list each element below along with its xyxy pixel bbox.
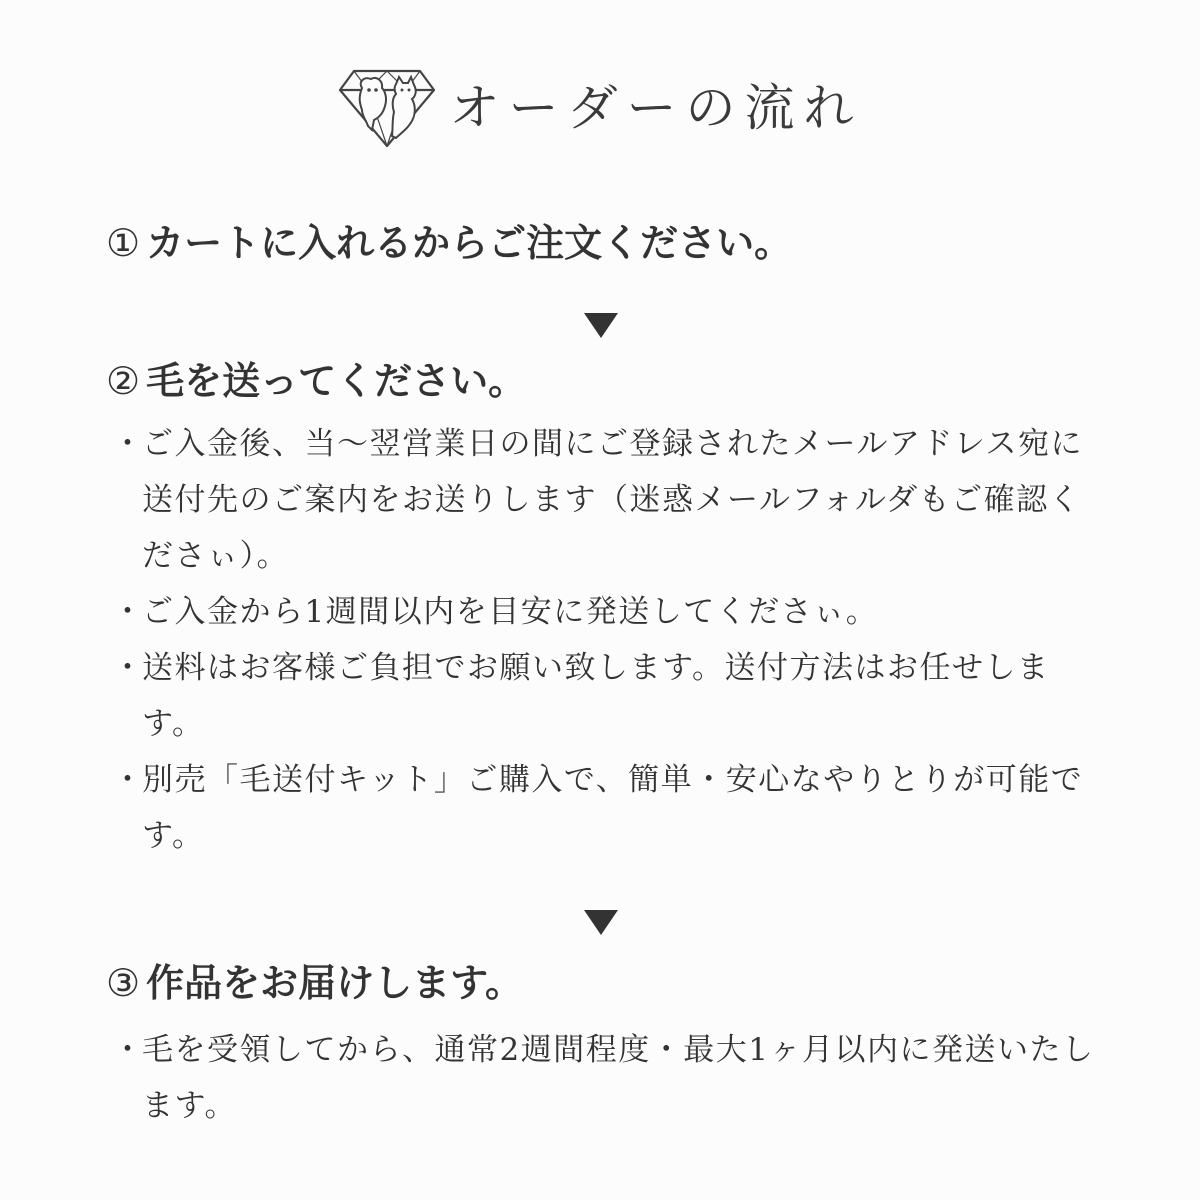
step-2-heading: [106, 358, 527, 403]
bullet-mark: ・: [112, 1032, 145, 1068]
step-3-heading: [106, 960, 524, 1005]
list-item-text: ご入金から1週間以内を目安に発送してくださぃ。: [142, 594, 879, 630]
list-item-text: 送料はお客様ご負担でお願い致します。送付方法はお任せします。: [142, 650, 1050, 742]
bullet-mark: ・: [112, 426, 145, 462]
step-number: ①: [106, 221, 141, 265]
step-title: カートに入れるからご注文ください。: [146, 220, 793, 265]
list-item-text: 別売「毛送付キット」ご購入で、簡単・安心なやりとりが可能です。: [142, 762, 1084, 854]
step-title: 毛を送ってください。: [146, 358, 527, 403]
page-header: [0, 68, 1200, 148]
list-item: [112, 416, 1102, 584]
step-1-heading: [106, 220, 793, 265]
list-item-text: 毛を受領してから、通常2週間程度・最大1ヶ月以内に発送いたします。: [142, 1032, 1095, 1124]
step-number: ②: [106, 359, 141, 403]
bullet-mark: ・: [112, 594, 145, 630]
list-item: [112, 640, 1102, 752]
step-3-list: [112, 1022, 1102, 1134]
list-item: [112, 1022, 1102, 1134]
diamond-pets-logo-icon: [338, 68, 436, 148]
bullet-mark: ・: [112, 650, 145, 686]
bullet-mark: ・: [112, 762, 145, 798]
step-2-list: [112, 416, 1102, 864]
step-title: 作品をお届けします。: [146, 960, 524, 1005]
step-number: ③: [106, 961, 141, 1005]
list-item: [112, 752, 1102, 864]
page-title: オーダーの流れ: [449, 79, 863, 137]
down-triangle-icon: [584, 313, 618, 338]
down-triangle-icon: [584, 910, 618, 935]
list-item-text: ご入金後、当〜翌営業日の間にご登録されたメールアドレス宛に送付先のご案内をお送りします（迷惑メールフォルダもご確認くださぃ）。: [142, 426, 1083, 574]
list-item: [112, 584, 1102, 640]
